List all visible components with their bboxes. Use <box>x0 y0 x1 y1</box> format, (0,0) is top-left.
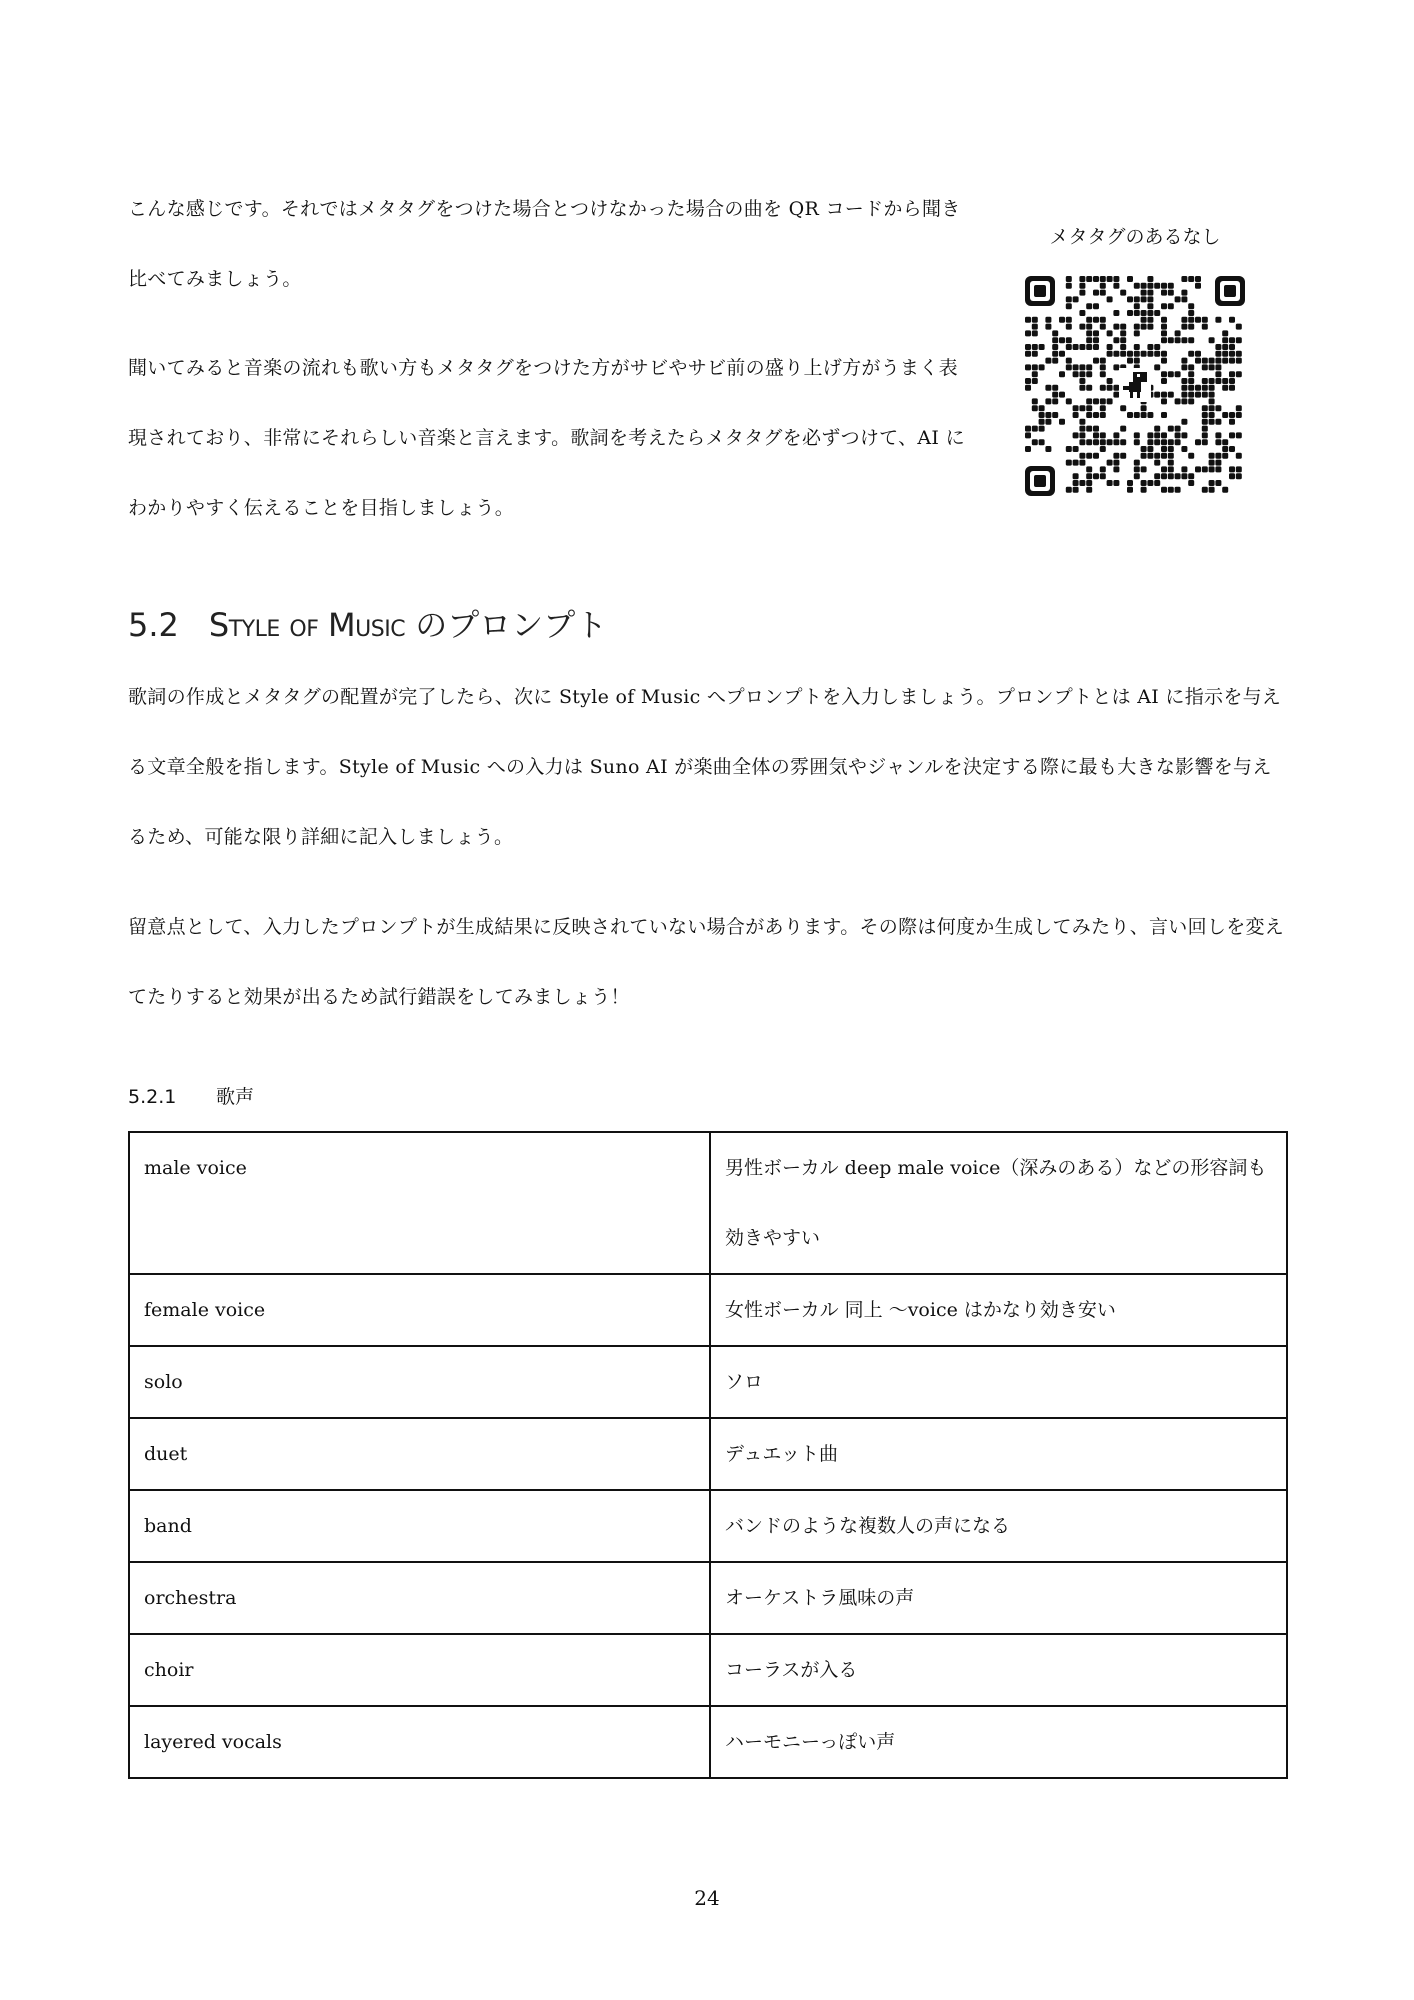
page-number: 24 <box>694 1886 720 1910</box>
subsection-number: 5.2.1 <box>128 1086 177 1108</box>
subsection-title: 歌声 <box>216 1086 255 1108</box>
dino-icon <box>1119 368 1151 402</box>
intro-paragraph: こんな感じです。それではメタタグをつけた場合とつけなかった場合の曲を QR コードから聞き比べてみましょう。 <box>128 198 961 290</box>
table-row <box>129 1634 1287 1706</box>
description-cell: 女性ボーカル 同上 〜voice はかなり効き安い <box>710 1274 1287 1346</box>
description-cell: ソロ <box>710 1346 1287 1418</box>
section-heading <box>128 600 607 646</box>
subsection-heading <box>128 1082 254 1109</box>
style-paragraph-1: 歌詞の作成とメタタグの配置が完了したら、次に Style of Music へプロンプトを入力しましょう。プロンプトとは AI に指示を与える文章全般を指します。Style of Music への入力は Suno AI が楽曲全体の雰囲気やジャンルを決定する際に最も大きな影響を与えるため、可能な限り詳細に記入しましょう。 <box>128 686 1282 848</box>
table-row <box>129 1418 1287 1490</box>
table-row <box>129 1490 1287 1562</box>
style-paragraph-2: 留意点として、入力したプロンプトが生成結果に反映されていない場合があります。その際は何度か生成してみたり、言い回しを変えてたりすると効果が出るため試行錯誤をしてみましょう！ <box>128 916 1285 1008</box>
term-cell: female voice <box>129 1274 710 1346</box>
description-cell: コーラスが入る <box>710 1634 1287 1706</box>
term-cell: duet <box>129 1418 710 1490</box>
description-cell: オーケストラ風味の声 <box>710 1562 1287 1634</box>
table-row <box>129 1562 1287 1634</box>
qr-figure <box>1025 222 1245 249</box>
qr-code-image[interactable] <box>1025 276 1245 496</box>
description-cell: 男性ボーカル deep male voice（深みのある）などの形容詞も効きやすい <box>710 1132 1287 1274</box>
table-row <box>129 1706 1287 1778</box>
qr-label: メタタグのあるなし <box>1049 226 1221 248</box>
term-cell: solo <box>129 1346 710 1418</box>
term-cell: male voice <box>129 1132 710 1274</box>
term-cell: layered vocals <box>129 1706 710 1778</box>
table-row <box>129 1346 1287 1418</box>
vocal-table <box>128 1131 1288 1779</box>
table-row <box>129 1132 1287 1274</box>
description-cell: デュエット曲 <box>710 1418 1287 1490</box>
section-title-jp: のプロンプト <box>415 606 608 644</box>
description-cell: バンドのような複数人の声になる <box>710 1490 1287 1562</box>
term-cell: choir <box>129 1634 710 1706</box>
description-cell: ハーモニーっぽい声 <box>710 1706 1287 1778</box>
comparison-paragraph: 聞いてみると音楽の流れも歌い方もメタタグをつけた方がサビやサビ前の盛り上げ方がうまく表現されており、非常にそれらしい音楽と言えます。歌詞を考えたらメタタグを必ずつけて、AI にわかりやすく伝えることを目指しましょう。 <box>128 357 965 519</box>
term-cell: orchestra <box>129 1562 710 1634</box>
table-row <box>129 1274 1287 1346</box>
term-cell: band <box>129 1490 710 1562</box>
section-title-en: Style of Music <box>208 606 406 644</box>
section-number: 5.2 <box>128 606 179 644</box>
